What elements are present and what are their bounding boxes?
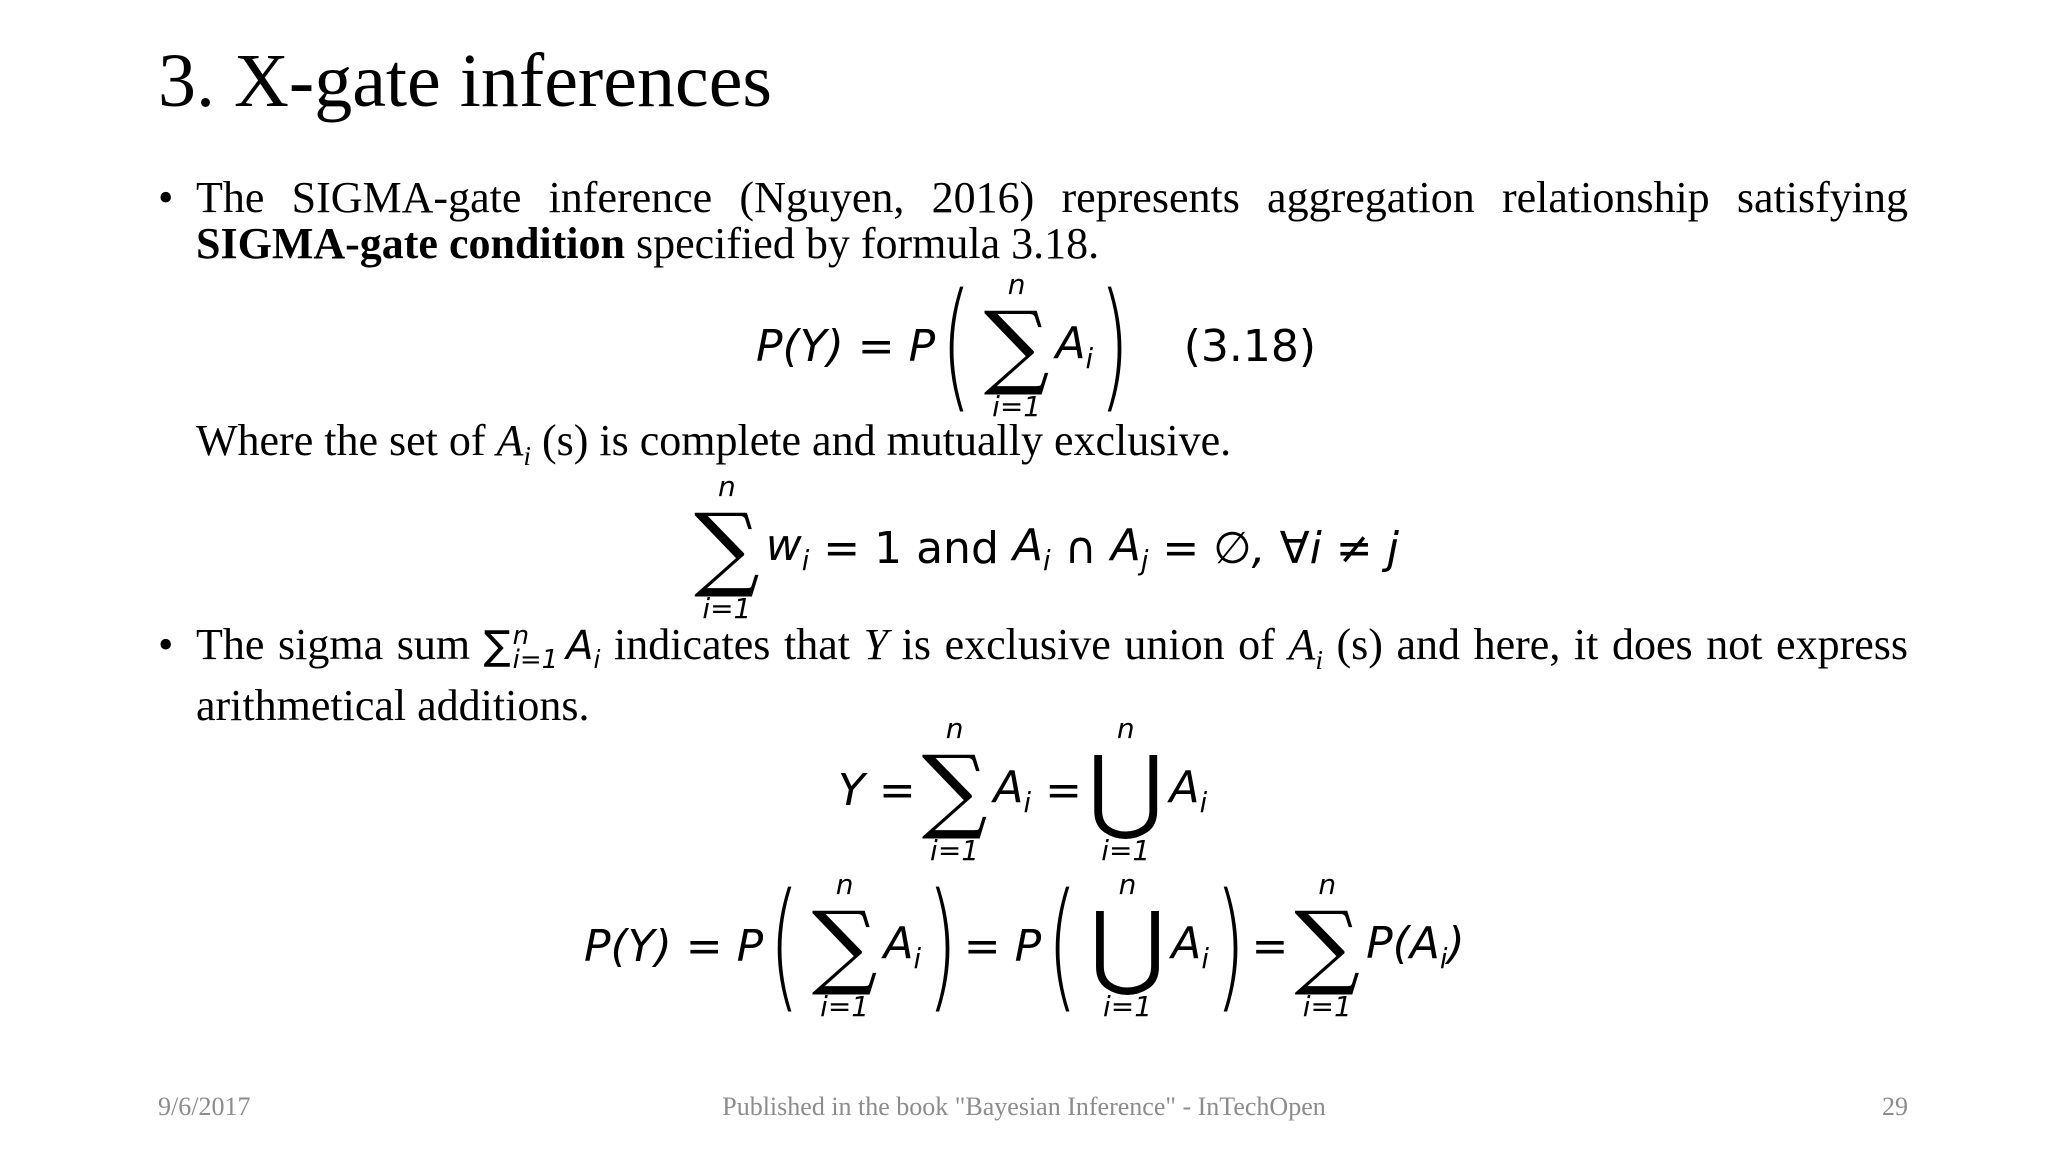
union-upper-limit: n [1116, 712, 1135, 745]
equation-weights [688, 470, 1399, 626]
sigma-symbol: ∑ [694, 494, 760, 601]
bullet2-text-part4: (s) and here, it does not express arithmetical additions. [196, 620, 1908, 730]
prob-term2: $A_i$ [1171, 917, 1209, 975]
inline-sigma-sum: ∑ n i=1 $A_i$ [483, 621, 601, 675]
union-term2: $A_i$ [1169, 761, 1208, 819]
equation-3-18 [756, 264, 1317, 427]
union-lhs: Y = [838, 764, 916, 816]
prob-rparen-2: ) [1215, 864, 1246, 1027]
equation-number: (3.18) [1183, 320, 1317, 372]
eq318-lhs: P(Y) = P [756, 320, 936, 372]
inline-sum-limits: n i=1 [512, 621, 559, 675]
sum-lower-limit: i=1 [992, 390, 1042, 423]
weights-eq-one: = 1 [809, 522, 903, 574]
union-lower-limit: i=1 [1101, 834, 1151, 867]
union-upper-limit: n [1118, 868, 1137, 901]
sigma-gate-condition-term: SIGMA-gate condition [196, 219, 625, 268]
sigma-symbol: ∑ [983, 292, 1050, 399]
sum-lower-limit: i=1 [1302, 990, 1352, 1023]
prob-lparen-1: ( [769, 864, 800, 1027]
sigma-symbol: ∑ [483, 623, 511, 669]
eq318-sum [984, 268, 1050, 424]
bullet1-text-part2: specified by formula 3.18. [625, 219, 1100, 268]
union-lower-limit: i=1 [1102, 990, 1153, 1023]
sigma-symbol: ∑ [1294, 892, 1361, 999]
weights-sum [694, 470, 760, 626]
bullet-text [196, 175, 1908, 267]
slide-title: 3. X-gate inferences [158, 39, 773, 123]
bullet2-text-part1: The sigma sum [196, 620, 484, 669]
equation-union [838, 712, 1207, 868]
sum-upper-limit: n [1007, 268, 1026, 301]
weights-rest: = ∅, ∀i ≠ j [1148, 522, 1399, 574]
prob-mid1: = P [963, 920, 1042, 972]
weights-a2: $A_j$ [1110, 519, 1149, 577]
bullet2-var-y: Y [863, 620, 889, 669]
sum-lower-limit: i=1 [820, 990, 870, 1023]
footer-page-number: 29 [1882, 1092, 1908, 1121]
bullet2-text-part2: indicates that [600, 620, 864, 669]
prob-lparen-2: ( [1047, 864, 1078, 1027]
sum-upper-limit: n [945, 712, 964, 745]
sigma-symbol: ∑ [921, 736, 988, 843]
prob-lhs: P(Y) = P [584, 920, 764, 972]
sigma-symbol: ∑ [811, 892, 878, 999]
bullet-marker: • [158, 173, 174, 222]
prob-term1: $A_i$ [883, 917, 922, 975]
prob-sum-2 [1294, 868, 1360, 1024]
union-term1: $A_i$ [993, 761, 1032, 819]
prob-sum [812, 868, 878, 1024]
where-var: $A_i$ [496, 416, 531, 471]
sum-lower-limit: i=1 [702, 592, 752, 625]
sum-lower-limit: i=1 [930, 834, 980, 867]
sum-upper-limit: n [1318, 868, 1337, 901]
where-text-part2: (s) is complete and mutually exclusive. [531, 416, 1232, 465]
prob-bigcup [1090, 868, 1165, 1024]
union-sum [922, 712, 988, 868]
weights-a1: $A_i$ [1012, 519, 1051, 577]
union-equals: = [1045, 764, 1082, 816]
union-bigcup [1088, 712, 1163, 868]
sum-upper-limit: n [717, 470, 736, 503]
prob-rparen-1: ) [927, 864, 958, 1027]
bullet2-text-part3: is exclusive union of [888, 620, 1289, 669]
sum-upper-limit: n [835, 868, 854, 901]
bullet1-text-part1: The SIGMA-gate inference (Nguyen, 2016) represents aggregation relationship satisfying [196, 173, 1908, 222]
equation-probability [584, 864, 1465, 1027]
bigcup-symbol: ⋃ [1089, 892, 1166, 999]
bullet-sigma-gate [158, 175, 1908, 267]
eq318-term: $A_i$ [1055, 317, 1094, 375]
bullet2-var-a: $A_i$ [1288, 620, 1323, 675]
weights-term: $w_i$ [765, 519, 810, 577]
bullet-marker: • [158, 620, 174, 669]
where-text-part1: Where the set of [196, 416, 497, 465]
eq318-rparen: ) [1099, 264, 1130, 427]
prob-mid2: = [1251, 920, 1289, 972]
eq318-lparen: ( [941, 264, 972, 427]
bigcup-symbol: ⋃ [1087, 736, 1164, 843]
footer-date: 9/6/2017 [158, 1092, 251, 1121]
prob-term3: $P(A_i)$ [1366, 917, 1465, 975]
weights-and: and [902, 522, 1013, 574]
weights-cap: ∩ [1050, 522, 1111, 574]
footer-publication: Published in the book "Bayesian Inference" - InTechOpen [722, 1092, 1326, 1121]
